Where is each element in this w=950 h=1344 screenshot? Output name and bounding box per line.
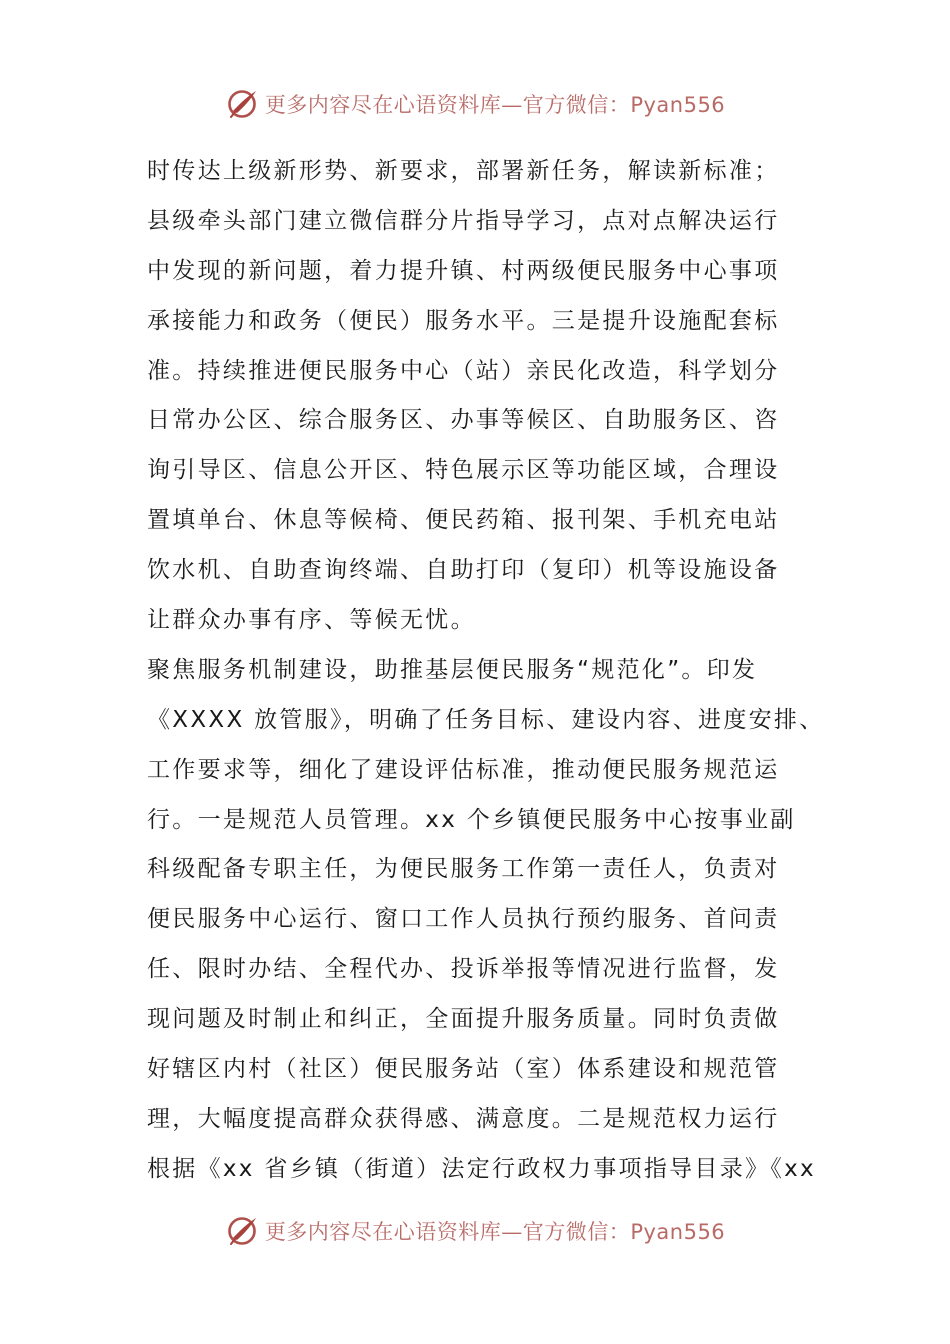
body-text-line: 任、限时办结、全程代办、投诉举报等情况进行监督，发 <box>147 956 780 983</box>
body-text-line: 根据《xx 省乡镇（街道）法定行政权力事项指导目录》《xx <box>147 1155 816 1182</box>
pen-logo-icon <box>225 1213 261 1249</box>
body-text-line: 日常办公区、综合服务区、办事等候区、自助服务区、咨 <box>147 407 780 434</box>
document-body <box>147 147 825 1195</box>
footer-watermark <box>0 1211 950 1251</box>
body-text-line: 工作要求等，细化了建设评估标准，推动便民服务规范运 <box>147 756 780 783</box>
body-text-line: 《XXXX 放管服》，明确了任务目标、建设内容、进度安排、 <box>147 706 825 733</box>
watermark-text: 更多内容尽在心语资料库—官方微信：Pyan556 <box>264 93 726 117</box>
body-text-line: 准。持续推进便民服务中心（站）亲民化改造，科学划分 <box>147 357 780 384</box>
body-text-line: 饮水机、自助查询终端、自助打印（复印）机等设施设备 <box>147 557 780 584</box>
body-text-line: 中发现的新问题，着力提升镇、村两级便民服务中心事项 <box>147 257 780 284</box>
body-text-line: 让群众办事有序、等候无忧。 <box>147 607 476 634</box>
body-text-line: 承接能力和政务（便民）服务水平。三是提升设施配套标 <box>147 307 780 334</box>
body-text-line: 科级配备专职主任，为便民服务工作第一责任人，负责对 <box>147 856 780 883</box>
header-watermark <box>0 84 950 124</box>
body-text-line: 县级牵头部门建立微信群分片指导学习，点对点解决运行 <box>147 207 780 234</box>
body-text-line: 询引导区、信息公开区、特色展示区等功能区域，合理设 <box>147 457 780 484</box>
body-text-line: 好辖区内村（社区）便民服务站（室）体系建设和规范管 <box>147 1056 780 1083</box>
body-text-line: 理，大幅度提高群众获得感、满意度。二是规范权力运行 <box>147 1105 780 1132</box>
pen-logo-icon <box>225 86 261 122</box>
watermark-text: 更多内容尽在心语资料库—官方微信：Pyan556 <box>264 1220 726 1244</box>
body-text-line: 现问题及时制止和纠正，全面提升服务质量。同时负责做 <box>147 1006 780 1033</box>
body-text-line: 便民服务中心运行、窗口工作人员执行预约服务、首问责 <box>147 906 780 933</box>
body-text-line: 时传达上级新形势、新要求，部署新任务，解读新标准； <box>147 158 780 184</box>
body-text-line: 行。一是规范人员管理。xx 个乡镇便民服务中心按事业副 <box>147 806 796 833</box>
body-text-line: 聚焦服务机制建设，助推基层便民服务“规范化”。印发 <box>147 656 758 683</box>
body-text-line: 置填单台、休息等候椅、便民药箱、报刊架、手机充电站 <box>147 507 780 534</box>
